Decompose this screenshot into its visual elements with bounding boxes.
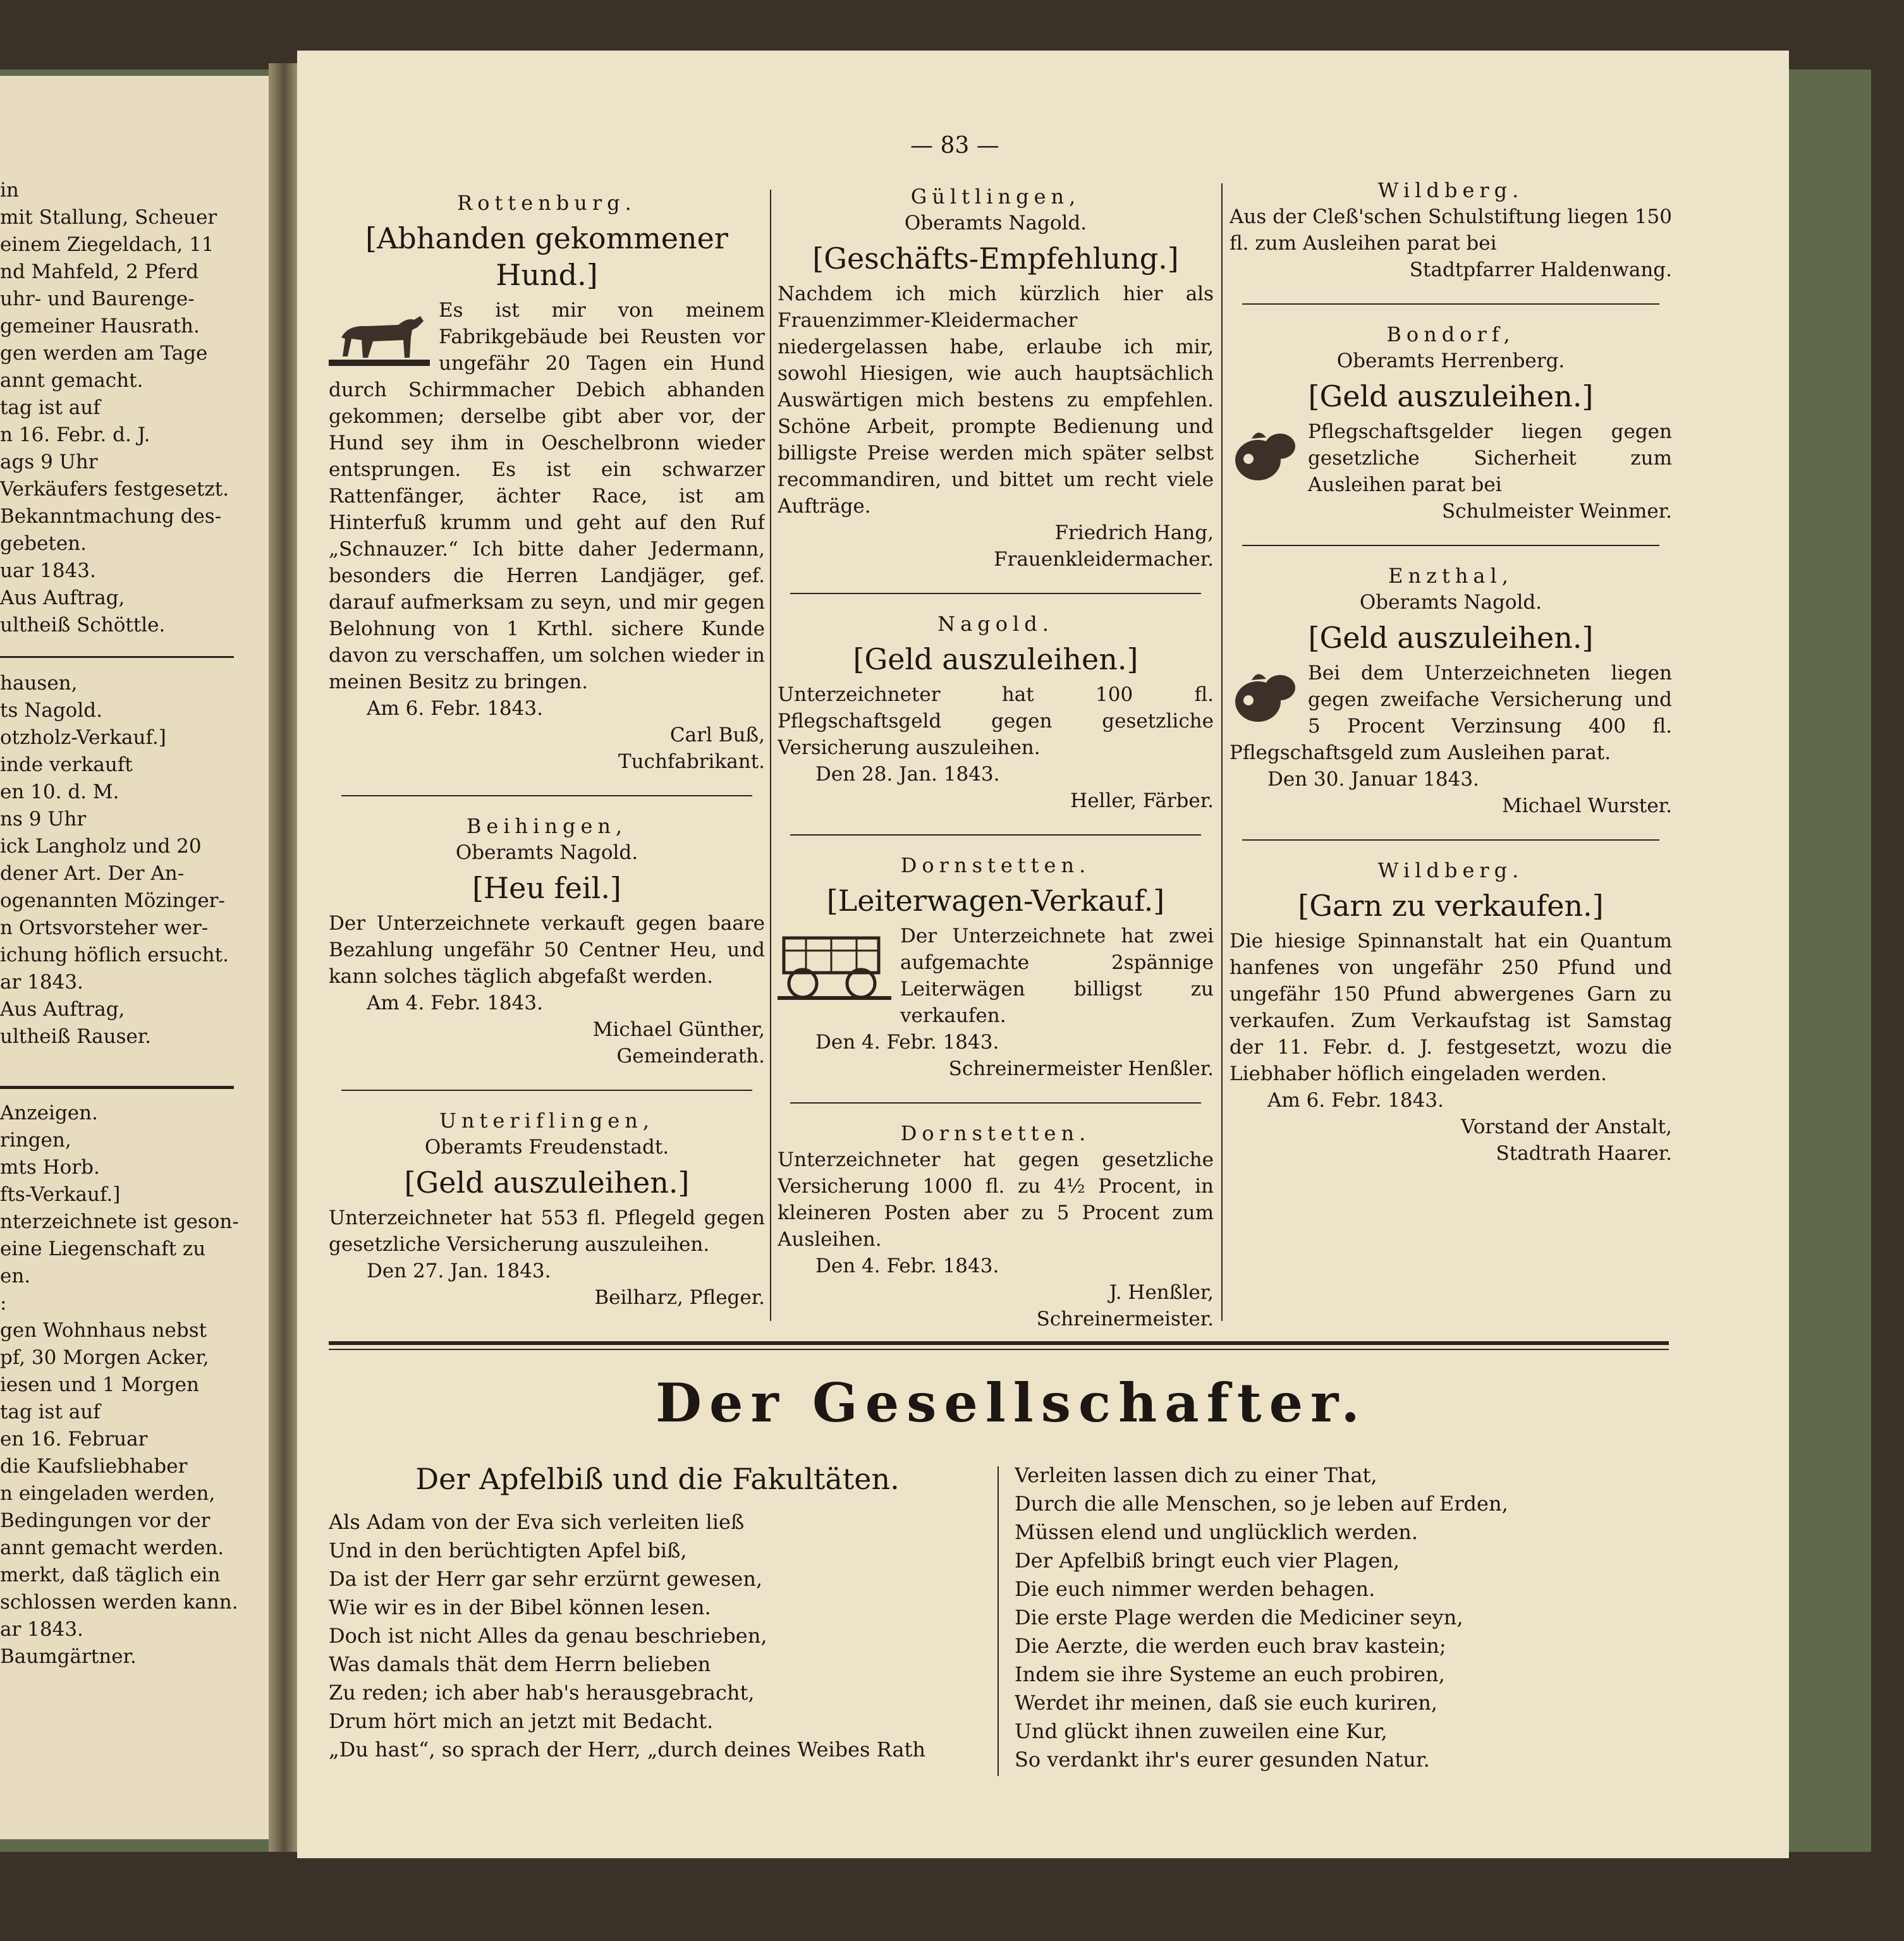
- ad-signature: Beilharz, Pfleger.: [594, 1286, 765, 1309]
- left-page-line: Aus Auftrag,: [0, 998, 125, 1021]
- column-1: [329, 190, 765, 1340]
- page-number: — 83 —: [910, 133, 999, 159]
- left-page-line: fts-Verkauf.]: [0, 1183, 121, 1206]
- ad-place: Bondorf,: [1386, 322, 1515, 346]
- ad-place: Beihingen,: [466, 814, 628, 838]
- poem-line: Die erste Plage werden die Mediciner seyn,: [1015, 1605, 1463, 1629]
- left-page-line: en 16. Februar: [0, 1428, 148, 1451]
- ad-signature-title: Frauenkleidermacher.: [994, 548, 1214, 571]
- left-page-line: en.: [0, 1265, 31, 1287]
- poem-line: Die euch nimmer werden behagen.: [1015, 1577, 1376, 1601]
- ad-divider: [341, 795, 752, 796]
- left-page-line: gen werden am Tage: [0, 342, 208, 365]
- left-page-line: nd Mahfeld, 2 Pferd: [0, 260, 199, 283]
- ad-money-to-lend: [778, 1120, 1214, 1332]
- left-page-line: nterzeichnete ist geson-: [0, 1210, 239, 1233]
- ad-signature: Stadtpfarrer Haldenwang.: [1409, 259, 1672, 281]
- left-page-line: ogenannten Mözinger-: [0, 889, 225, 912]
- poem-line: Indem sie ihre Systeme an euch probiren,: [1015, 1662, 1445, 1686]
- ad-district: Oberamts Herrenberg.: [1336, 350, 1565, 372]
- left-page-column-bottom: [0, 1100, 239, 1670]
- left-page-line: ick Langholz und 20: [0, 835, 202, 858]
- left-page-line: annt gemacht.: [0, 369, 143, 392]
- ad-divider: [1242, 545, 1659, 546]
- ad-divider: [790, 593, 1201, 594]
- ad-date: Den 30. Januar 1843.: [1267, 768, 1479, 791]
- ad-text: Der Unterzeichnete verkauft gegen baare Bezahlung ungefähr 50 Centner Heu, und kann solches täglich abgefaßt werden.: [329, 912, 765, 988]
- left-page-line: inde verkauft: [0, 753, 133, 776]
- ad-divider: [790, 834, 1201, 836]
- ad-money-to-lend: [1230, 563, 1672, 819]
- ad-place: Dornstetten.: [900, 1121, 1091, 1145]
- ad-money-to-lend: [778, 611, 1214, 814]
- wagon-icon: [778, 925, 891, 1001]
- left-page-line: uar 1843.: [0, 559, 96, 582]
- left-page-line: en 10. d. M.: [0, 781, 119, 803]
- poem-line: Wie wir es in der Bibel können lesen.: [329, 1595, 711, 1619]
- left-page-line: annt gemacht werden.: [0, 1536, 224, 1559]
- poem-line: Verleiten lassen dich zu einer That,: [1015, 1463, 1377, 1487]
- left-page-line: ns 9 Uhr: [0, 808, 87, 831]
- column-divider: [998, 1466, 999, 1776]
- ad-business-recommendation: [778, 183, 1214, 573]
- poem-line: Die Aerzte, die werden euch brav kastein;: [1015, 1634, 1446, 1658]
- ad-heading: [Geld auszuleihen.]: [1308, 621, 1594, 655]
- ad-text: Es ist mir von meinem Fabrikgebäude bei Reusten vor ungefähr 20 Tagen ein Hund durch Schirmmacher Debich abhanden gekommen; derselbe gibt aber vor, der Hund sey ihm in Oeschelbronn wieder entsprungen. Es ist ein schwarzer Rattenfänger, ächter Race, ist am Hinterfuß krumm und geht auf den Ruf „Schnauzer.“ Ich bitte daher Jedermann, besonders die Herren Landjäger, gef. darauf aufmerksam zu seyn, und mir gegen Belohnung von 1 Krthl. sichere Kunde davon zu verschaffen, um solchen wieder in meinen Besitz zu bringen.: [329, 299, 765, 693]
- ad-text: Der Unterzeichnete hat zwei aufgemachte 2spännige Leiterwägen billigst zu verkaufen.: [900, 925, 1214, 1027]
- ad-date: Den 4. Febr. 1843.: [815, 1255, 999, 1277]
- ad-heading: [Geschäfts-Empfehlung.]: [812, 241, 1179, 276]
- poem-line: Durch die alle Menschen, so je leben auf Erden,: [1015, 1492, 1508, 1516]
- ad-date: Den 28. Jan. 1843.: [815, 763, 1000, 786]
- ad-district: Oberamts Nagold.: [1359, 591, 1542, 614]
- left-page-line: ultheiß Rauser.: [0, 1025, 152, 1048]
- left-page-line: ar 1843.: [0, 1618, 83, 1641]
- column-divider: [1221, 183, 1223, 1321]
- ad-place: Nagold.: [937, 612, 1054, 636]
- ad-signature-title: Stadtrath Haarer.: [1496, 1142, 1672, 1165]
- left-page-line: tag ist auf: [0, 396, 101, 419]
- ad-text: Nachdem ich mich kürzlich hier als Frauenzimmer-Kleidermacher niedergelassen habe, erlaube ich mir, sowohl Hiesigen, wie auch hauptsächlich Auswärtigen mich bestens zu empfehlen. Schöne Arbeit, prompte Bedienung und billigste Preise werden mich später selbst recommandiren, und bittet um recht viele Aufträge.: [778, 283, 1214, 518]
- left-page-column-middle: [0, 670, 229, 1050]
- poem-line: Der Apfelbiß bringt euch vier Plagen,: [1015, 1549, 1400, 1573]
- left-page-line: ar 1843.: [0, 971, 83, 994]
- left-page-line: dener Art. Der An-: [0, 862, 185, 885]
- column-2: [778, 183, 1214, 1340]
- ad-signature: Schreinermeister Henßler.: [948, 1057, 1214, 1080]
- left-page-line: schlossen werden kann.: [0, 1591, 238, 1614]
- left-page-line: gen Wohnhaus nebst: [0, 1319, 207, 1342]
- ad-heading: [Garn zu verkaufen.]: [1298, 889, 1604, 923]
- poem-stanza: [329, 1508, 986, 1764]
- ad-money-to-lend: [1230, 321, 1672, 525]
- ad-place: Wildberg.: [1377, 858, 1524, 882]
- ad-district: Oberamts Nagold.: [455, 841, 638, 864]
- ad-place: Enzthal,: [1388, 564, 1513, 588]
- ad-text: Unterzeichneter hat 100 fl. Pflegschaftsgeld gegen gesetzliche Versicherung auszuleihen.: [778, 683, 1214, 759]
- ad-signature-title: Schreinermeister.: [1036, 1308, 1214, 1330]
- ad-wagon-sale: [778, 852, 1214, 1082]
- ad-signature: Friedrich Hang,: [1054, 521, 1214, 544]
- left-page-line: ringen,: [0, 1129, 71, 1152]
- ad-date: Am 6. Febr. 1843.: [367, 697, 543, 720]
- ad-place: Unteriflingen,: [439, 1109, 655, 1133]
- ad-signature: Michael Günther,: [592, 1018, 765, 1041]
- section-rule: [329, 1341, 1669, 1345]
- ad-heading: [Geld auszuleihen.]: [853, 642, 1138, 676]
- left-page-rule: [0, 1086, 234, 1089]
- ad-divider: [1242, 839, 1659, 841]
- left-page-line: pf, 30 Morgen Acker,: [0, 1346, 209, 1369]
- column-3: [1230, 177, 1672, 1340]
- ad-signature: Carl Buß,: [669, 724, 765, 746]
- left-page-line: die Kaufsliebhaber: [0, 1455, 188, 1478]
- left-page-line: Bekanntmachung des-: [0, 505, 222, 528]
- ad-text: Aus der Cleß'schen Schulstiftung liegen 150 fl. zum Ausleihen parat bei: [1230, 205, 1672, 255]
- poem-line: Drum hört mich an jetzt mit Bedacht.: [329, 1709, 714, 1733]
- left-page-line: Baumgärtner.: [0, 1645, 137, 1668]
- column-divider: [770, 190, 771, 1321]
- left-page-line: n 16. Febr. d. J.: [0, 423, 150, 446]
- ad-signature: Heller, Färber.: [1070, 789, 1214, 812]
- ad-text: Bei dem Unterzeichneten liegen gegen zweifache Versicherung und 5 Procent Verzinsung 400 fl. Pflegschaftsgeld zum Ausleihen parat.: [1230, 662, 1672, 764]
- left-page-line: merkt, daß täglich ein: [0, 1564, 221, 1586]
- left-page-line: otzholz-Verkauf.]: [0, 726, 166, 749]
- poem-title: Der Apfelbiß und die Fakultäten.: [415, 1462, 900, 1496]
- ad-heading: [Geld auszuleihen.]: [404, 1165, 690, 1200]
- left-page-line: n Ortsvorsteher wer-: [0, 916, 209, 939]
- left-page-line: Bedingungen vor der: [0, 1509, 211, 1532]
- left-page-line: gebeten.: [0, 532, 87, 555]
- poem-line: Werdet ihr meinen, daß sie euch kuriren,: [1015, 1691, 1437, 1715]
- ad-date: Am 4. Febr. 1843.: [367, 992, 543, 1014]
- left-page-line: iesen und 1 Morgen: [0, 1373, 199, 1396]
- poem-stanza: [1015, 1461, 1672, 1774]
- ad-divider: [341, 1090, 752, 1091]
- ad-text: Pflegschaftsgelder liegen gegen gesetzliche Sicherheit zum Ausleihen parat bei: [1308, 420, 1672, 496]
- ad-date: Den 27. Jan. 1843.: [367, 1260, 551, 1282]
- left-page-line: uhr- und Baurenge-: [0, 288, 195, 310]
- ad-lost-dog: [329, 190, 765, 775]
- ad-school-foundation: [1230, 177, 1672, 283]
- ad-divider: [790, 1102, 1201, 1104]
- left-page-line: Verkäufers festgesetzt.: [0, 478, 229, 501]
- ad-district: Oberamts Freudenstadt.: [424, 1136, 669, 1159]
- section-rule: [329, 1349, 1669, 1350]
- ad-text: Unterzeichneter hat 553 fl. Pflegeld gegen gesetzliche Versicherung auszuleihen.: [329, 1207, 765, 1256]
- poem-right-column: [1015, 1461, 1672, 1790]
- ad-hay-for-sale: [329, 813, 765, 1069]
- money-bag-icon: [1230, 421, 1299, 484]
- ad-heading: [Geld auszuleihen.]: [1308, 379, 1594, 413]
- ad-date: Am 6. Febr. 1843.: [1267, 1089, 1444, 1112]
- left-page-line: Aus Auftrag,: [0, 587, 125, 609]
- ad-yarn-sale: [1230, 857, 1672, 1167]
- poem-line: Als Adam von der Eva sich verleiten ließ: [329, 1510, 745, 1534]
- ad-signature-title: Tuchfabrikant.: [618, 750, 765, 773]
- left-page-line: mts Horb.: [0, 1156, 100, 1179]
- left-page: [0, 76, 272, 1839]
- money-bag-icon: [1230, 662, 1299, 726]
- left-page-line: ts Nagold.: [0, 699, 102, 722]
- ad-heading: [Heu feil.]: [472, 871, 621, 905]
- ad-heading: [Abhanden gekommener Hund.]: [365, 221, 728, 292]
- poem-line: Da ist der Herr gar sehr erzürnt gewesen,: [329, 1567, 763, 1591]
- ad-signature: Schulmeister Weinmer.: [1441, 500, 1672, 523]
- poem-line: Und glückt ihnen zuweilen eine Kur,: [1015, 1719, 1388, 1743]
- poem-line: Müssen elend und unglücklich werden.: [1015, 1520, 1419, 1544]
- left-page-line: eine Liegenschaft zu: [0, 1238, 206, 1260]
- ad-heading: [Leiterwagen-Verkauf.]: [826, 884, 1165, 918]
- ad-text: Die hiesige Spinnanstalt hat ein Quantum hanfenes von ungefähr 250 Pfund und ungefähr 150 Pfund abwergenes Garn zu verkaufen. Zum Verkaufstag ist Samstag der 11. Febr. d. J. festgesetzt, wozu die Liebhaber höflich eingeladen werden.: [1230, 930, 1672, 1085]
- left-page-line: mit Stallung, Scheuer: [0, 206, 217, 229]
- ad-place: Wildberg.: [1377, 178, 1524, 202]
- left-page-line: einem Ziegeldach, 11: [0, 233, 214, 256]
- ad-place: Rottenburg.: [457, 191, 637, 215]
- ad-district: Oberamts Nagold.: [904, 212, 1087, 234]
- ad-place: Dornstetten.: [900, 853, 1091, 877]
- poem-line: Zu reden; ich aber hab's herausgebracht,: [329, 1681, 755, 1705]
- poem-line: „Du hast“, so sprach der Herr, „durch deines Weibes Rath: [329, 1737, 925, 1762]
- ad-date: Den 4. Febr. 1843.: [815, 1031, 999, 1054]
- ad-signature: Michael Wurster.: [1502, 794, 1672, 817]
- left-page-line: ags 9 Uhr: [0, 451, 98, 473]
- left-page-line: ichung höflich ersucht.: [0, 944, 229, 966]
- ad-signature-title: Gemeinderath.: [616, 1045, 765, 1068]
- left-page-line: gemeiner Hausrath.: [0, 315, 200, 338]
- left-page-line: n eingeladen werden,: [0, 1482, 216, 1505]
- ad-place: Gültlingen,: [910, 185, 1081, 209]
- poem-line: So verdankt ihr's eurer gesunden Natur.: [1015, 1748, 1430, 1772]
- poem-line: Was damals thät dem Herrn belieben: [329, 1652, 711, 1676]
- ad-signature: J. Henßler,: [1109, 1281, 1214, 1304]
- left-page-line: :: [0, 1292, 7, 1315]
- left-page-line: tag ist auf: [0, 1401, 101, 1423]
- poem-line: Und in den berüchtigten Apfel biß,: [329, 1538, 687, 1562]
- ad-signature: Vorstand der Anstalt,: [1461, 1116, 1672, 1138]
- left-page-rule: [0, 656, 234, 658]
- left-page-line: ultheiß Schöttle.: [0, 614, 166, 636]
- left-page-column-top: [0, 177, 229, 639]
- poem-left-column: [329, 1460, 986, 1789]
- ad-divider: [1242, 303, 1659, 305]
- left-page-line: hausen,: [0, 672, 78, 695]
- ad-money-to-lend: [329, 1107, 765, 1311]
- left-page-line: in: [0, 179, 19, 202]
- dog-icon: [329, 300, 430, 369]
- left-page-line: Anzeigen.: [0, 1102, 98, 1124]
- poem-line: Doch ist nicht Alles da genau beschrieben,: [329, 1624, 767, 1648]
- masthead-title: Der Gesellschafter.: [656, 1372, 1367, 1434]
- ad-text: Unterzeichneter hat gegen gesetzliche Versicherung 1000 fl. zu 4½ Procent, in kleineren Posten aber zu 5 Procent zum Ausleihen.: [778, 1148, 1214, 1251]
